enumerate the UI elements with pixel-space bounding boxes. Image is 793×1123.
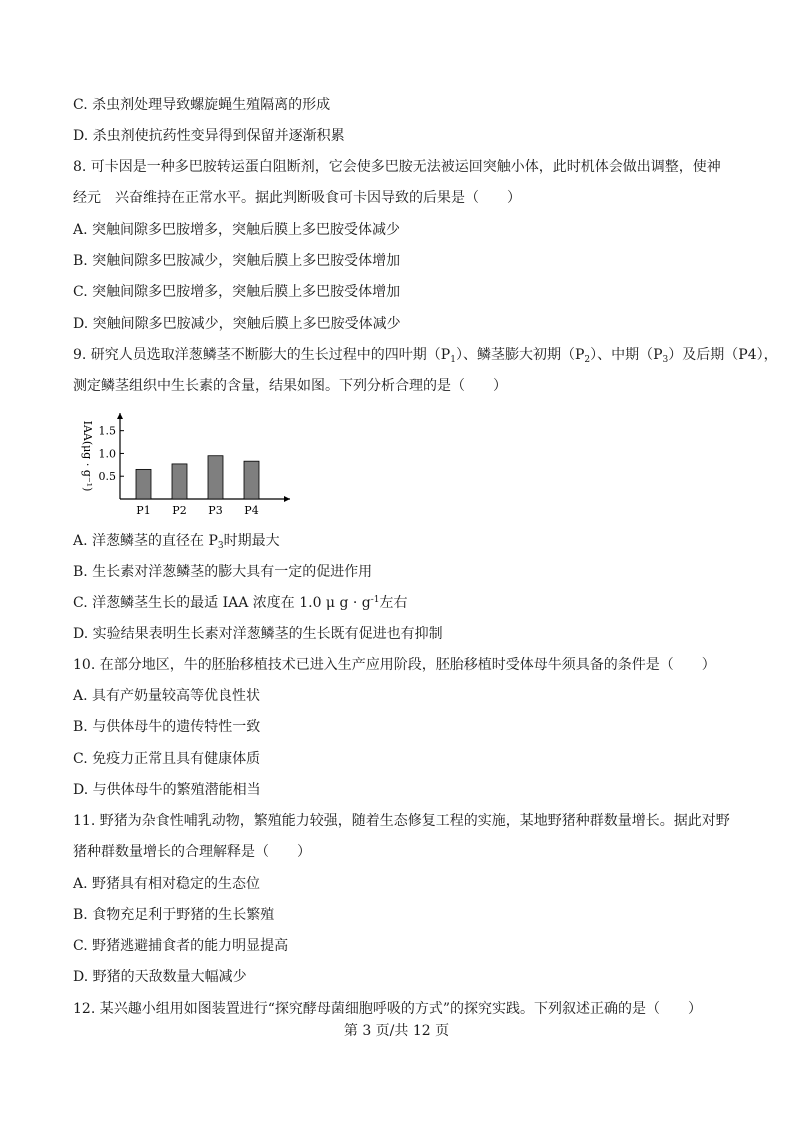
q9a-sub: 3	[217, 541, 224, 551]
y-tick-label: 0.5	[98, 470, 116, 484]
page-footer: 第 3 页/共 12 页	[343, 1023, 450, 1039]
y-axis-arrow	[117, 413, 123, 419]
bar-p2	[172, 464, 187, 499]
x-tick-label: P1	[136, 504, 151, 517]
q9-text-2: ）、鳞茎膨大初期（P	[455, 347, 585, 363]
question-10-option-b: B. 与供体母牛的遗传特性一致	[73, 719, 261, 735]
question-11-option-d: D. 野猪的天敌数量大幅减少	[73, 969, 247, 985]
q9-text-3: ）、中期（P	[590, 347, 663, 363]
q9c-text-2: 左右	[379, 595, 408, 611]
question-8-option-b: B. 突触间隙多巴胺减少，突触后膜上多巴胺受体增加	[73, 253, 401, 269]
question-9-option-d: D. 实验结果表明生长素对洋葱鳞茎的生长既有促进也有抑制	[73, 626, 443, 642]
question-8-option-d: D. 突触间隙多巴胺减少，突触后膜上多巴胺受体减少	[73, 316, 401, 332]
bar-p4	[244, 461, 259, 499]
question-8-option-c: C. 突触间隙多巴胺增多，突触后膜上多巴胺受体增加	[73, 284, 401, 300]
question-9-option-c	[73, 594, 408, 612]
question-10-option-c: C. 免疫力正常且具有健康体质	[73, 751, 261, 767]
q9c-sup: -1	[370, 595, 380, 605]
iaa-bar-chart	[70, 407, 300, 519]
bar-p1	[136, 469, 151, 499]
question-9-option-b: B. 生长素对洋葱鳞茎的膨大具有一定的促进作用	[73, 564, 373, 580]
q9c-text-1: C. 洋葱鳞茎生长的最适 IAA 浓度在 1.0 μ g · g	[73, 595, 371, 611]
x-tick-label: P4	[244, 504, 259, 517]
question-9-line-2: 测定鳞茎组织中生长素的含量，结果如图。下列分析合理的是（ ）	[73, 378, 507, 394]
bar-p3	[208, 456, 223, 499]
question-10-option-d: D. 与供体母牛的繁殖潜能相当	[73, 782, 261, 798]
question-11-option-c: C. 野猪逃避捕食者的能力明显提高	[73, 938, 289, 954]
question-9-option-a	[73, 532, 280, 550]
question-11-line-2: 猪种群数量增长的合理解释是（ ）	[73, 844, 311, 860]
chart-bars	[136, 456, 259, 499]
option-8c-prev: C. 杀虫剂处理导致螺旋蝇生殖隔离的形成	[73, 97, 331, 113]
question-10: 10. 在部分地区，牛的胚胎移植技术已进入生产应用阶段，胚胎移植时受体母牛须具备的条件是（ ）	[73, 657, 716, 673]
y-tick-label: 1.0	[98, 447, 116, 461]
y-axis-label: IAA(μg · g⁻¹)	[81, 420, 94, 492]
q9a-text-1: A. 洋葱鳞茎的直径在 P	[73, 533, 218, 549]
chart-labels	[81, 421, 259, 517]
x-tick-label: P2	[172, 504, 187, 517]
question-11-option-a: A. 野猪具有相对稳定的生态位	[73, 876, 261, 892]
q9-sub-2: 2	[584, 355, 591, 365]
y-tick-label: 1.5	[98, 424, 116, 438]
question-8-line-2: 经元 兴奋维持在正常水平。据此判断吸食可卡因导致的后果是（ ）	[73, 190, 521, 206]
x-axis-arrow	[284, 496, 290, 502]
q9a-text-2: 时期最大	[223, 533, 280, 549]
question-10-option-a: A. 具有产奶量较高等优良性状	[73, 688, 261, 704]
question-11-line-1: 11. 野猪为杂食性哺乳动物，繁殖能力较强，随着生态修复工程的实施，某地野猪种群数量增长。据此对野	[73, 813, 730, 829]
option-8d-prev: D. 杀虫剂使抗药性变异得到保留并逐渐积累	[73, 128, 345, 144]
q9-sub-1: 1	[450, 355, 456, 365]
question-11-option-b: B. 食物充足利于野猪的生长繁殖	[73, 907, 275, 923]
x-tick-label: P3	[208, 504, 223, 517]
question-8-line-1: 8. 可卡因是一种多巴胺转运蛋白阻断剂，它会使多巴胺无法被运回突触小体，此时机体会做出调整，使神	[73, 159, 721, 175]
question-9-line-1	[73, 346, 778, 364]
q9-sub-3: 3	[662, 355, 669, 365]
question-12: 12. 某兴趣小组用如图装置进行“探究酵母菌细胞呼吸的方式”的探究实践。下列叙述正确的是（ ）	[73, 1001, 703, 1017]
question-8-option-a: A. 突触间隙多巴胺增多，突触后膜上多巴胺受体减少	[73, 222, 401, 238]
q9-text-1: 9. 研究人员选取洋葱鳞茎不断膨大的生长过程中的四叶期（P	[73, 347, 451, 363]
q9-text-4: ）及后期（P4），	[668, 347, 778, 363]
